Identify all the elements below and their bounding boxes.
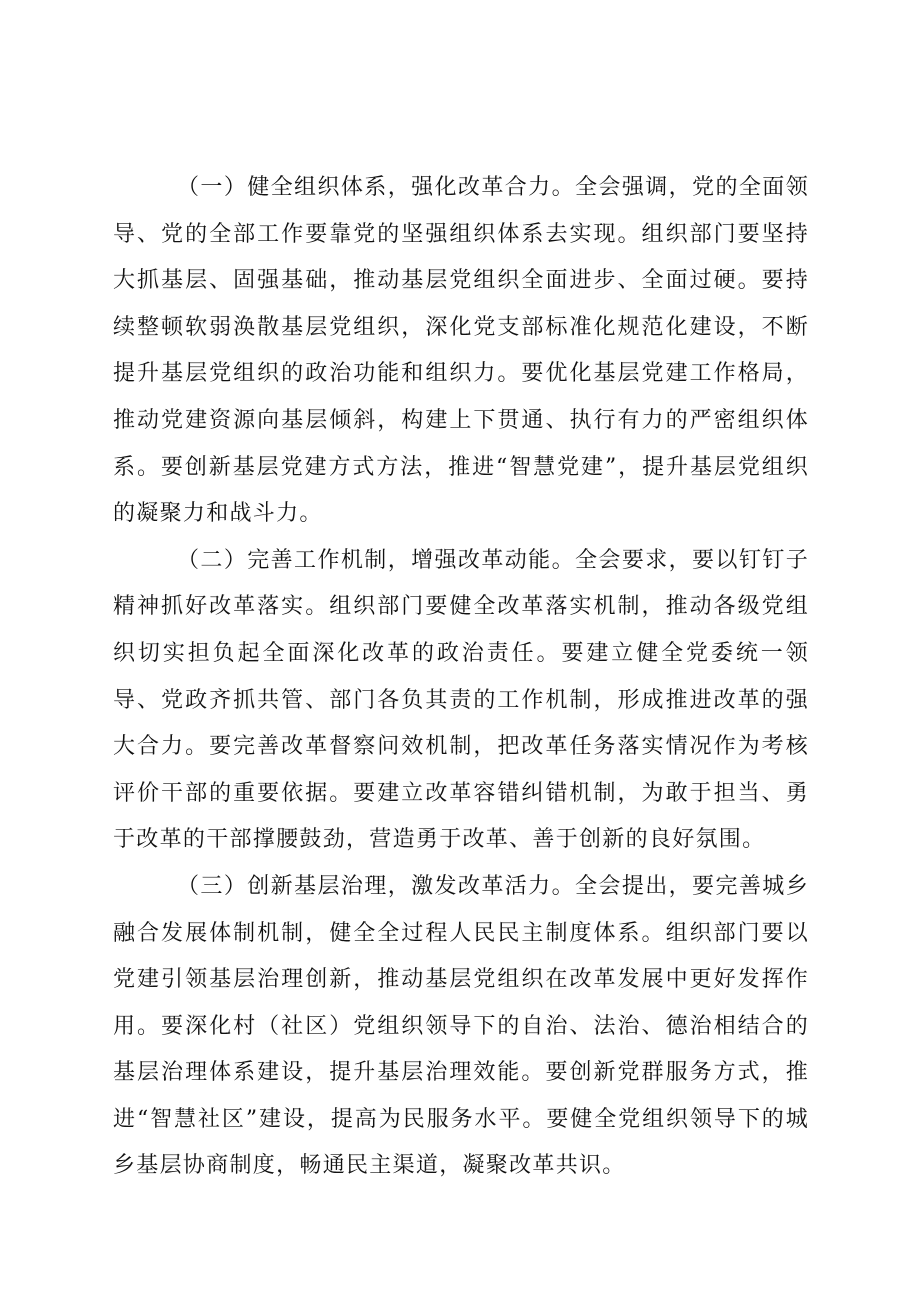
document-body	[113, 165, 809, 1190]
paragraph-1: （一）健全组织体系，强化改革合力。全会强调，党的全面领导、党的全部工作要靠党的坚强组织体系去实现。组织部门要坚持大抓基层、固强基础，推动基层党组织全面进步、全面过硬。要持续整顿软弱涣散基层党组织，深化党支部标准化规范化建设，不断提升基层党组织的政治功能和组织力。要优化基层党建工作格局，推动党建资源向基层倾斜，构建上下贯通、执行有力的严密组织体系。要创新基层党建方式方法，推进“智慧党建”，提升基层党组织的凝聚力和战斗力。	[113, 175, 809, 527]
paragraph-3: （三）创新基层治理，激发改革活力。全会提出，要完善城乡融合发展体制机制，健全全过程人民民主制度体系。组织部门要以党建引领基层治理创新，推动基层党组织在改革发展中更好发挥作用。要深化村（社区）党组织领导下的自治、法治、德治相结合的基层治理体系建设，提升基层治理效能。要创新党群服务方式，推进“智慧社区”建设，提高为民服务水平。要健全党组织领导下的城乡基层协商制度，畅通民主渠道，凝聚改革共识。	[113, 873, 809, 1179]
paragraph-2: （二）完善工作机制，增强改革动能。全会要求，要以钉钉子精神抓好改革落实。组织部门要健全改革落实机制，推动各级党组织切实担负起全面深化改革的政治责任。要建立健全党委统一领导、党政齐抓共管、部门各负其责的工作机制，形成推进改革的强大合力。要完善改革督察问效机制，把改革任务落实情况作为考核评价干部的重要依据。要建立改革容错纠错机制，为敢于担当、勇于改革的干部撑腰鼓劲，营造勇于改革、善于创新的良好氛围。	[113, 547, 809, 853]
